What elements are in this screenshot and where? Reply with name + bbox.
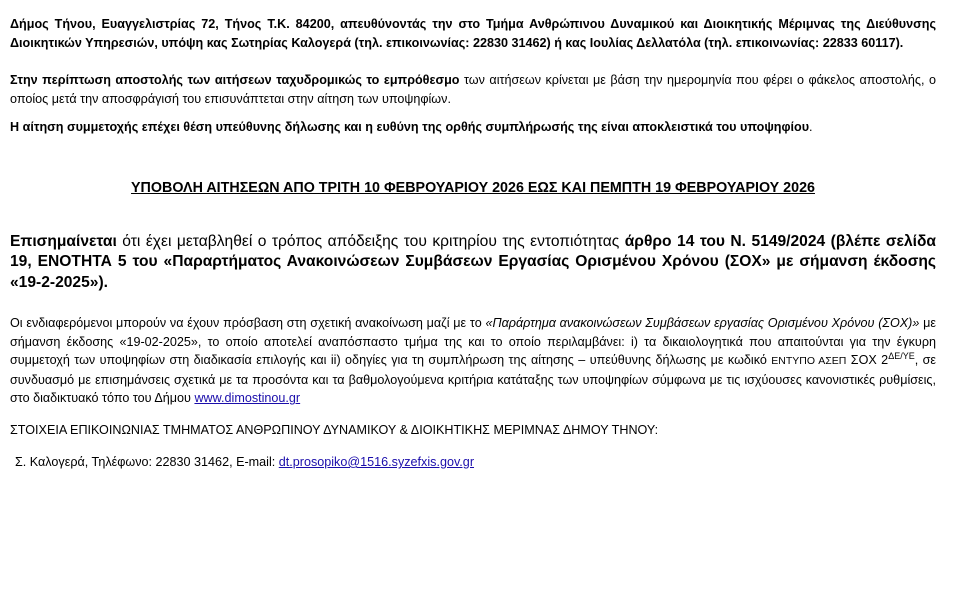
notice-bold-lead: Επισημαίνεται: [10, 232, 117, 250]
notice-paragraph: [10, 232, 936, 294]
notice-text: ότι έχει μεταβληθεί ο τρόπος απόδειξης του κριτηρίου της εντοπιότητας: [116, 232, 625, 250]
declaration-paragraph: [10, 118, 936, 137]
form-code-superscript: ΔΕ/ΥΕ: [888, 351, 915, 361]
declaration-text: .: [809, 120, 813, 134]
postal-text: των αιτήσεων κρίνεται με βάση την ημερομηνία που φέρει ο φάκελος αποστολής, ο οποίος μετά την αποσφράγισή του επισυνάπτεται στην αίτηση των υποψηφίων.: [10, 73, 936, 106]
contact-line: [10, 453, 936, 471]
annex-title: «Παράρτημα ανακοινώσεων Συμβάσεων εργασίας Ορισμένου Χρόνου (ΣΟΧ)»: [485, 316, 920, 330]
municipality-website-link[interactable]: www.dimostinou.gr: [194, 391, 301, 406]
access-text-1: Οι ενδιαφερόμενοι μπορούν να έχουν πρόσβαση στη σχετική ανακοίνωση μαζί με το: [10, 316, 486, 330]
declaration-bold-text: Η αίτηση συμμετοχής επέχει θέση υπεύθυνης δήλωσης και η ευθύνη της ορθής συμπλήρωσής της είναι αποκλειστικά του υποψηφίου: [10, 120, 810, 134]
form-code-small: ΕΝΤΥΠΟ ΑΣΕΠ: [771, 355, 847, 368]
access-text-2: με σήμανση έκδοσης «19-02-2025», το οποίο αποτελεί αναπόσπαστο τμήμα της και το οποίο περιλαμβάνει: i) τα δικαιολογητικά που απαιτούνται για την έγκυρη συμμετοχή των υποψηφίων στη διαδικασία επιλογής και ii) οδηγίες για τη συμπλήρωση της αίτησης – υπεύθυνης δήλωσης με κωδικό: [10, 316, 937, 368]
address-paragraph: Δήμος Τήνου, Ευαγγελιστρίας 72, Τήνος Τ.Κ. 84200, απευθύνοντάς την στο Τμήμα Ανθρώπινου Δυναμικού και Διοικητικής Μέριμνας της Διεύθυνσης Διοικητικών Υπηρεσιών, υπόψη κας Σωτηρίας Καλογερά (τηλ. επικοινωνίας: 22830 31462) ή κας Ιουλίας Δελλατόλα (τηλ. επικοινωνίας: 22833 60117).: [10, 17, 936, 50]
postal-bold-text: Στην περίπτωση αποστολής των αιτήσεων ταχυδρομικώς το εμπρόθεσμο: [10, 73, 460, 87]
access-text-4: , σε συνδυασμό με επισημάνσεις σχετικά με τα προσόντα και τα βαθμολογούμενα κριτήρια κατάταξης των υποψηφίων σύμφωνα με τις ισχύουσες κανονιστικές ρυθμίσεις, στο διαδικτυακό τόπο του Δήμου: [10, 353, 937, 406]
contact-text: Σ. Καλογερά, Τηλέφωνο: 22830 31462, E-mail:: [15, 454, 279, 469]
notice-bold-reference: άρθρο 14 του Ν. 5149/2024 (βλέπε σελίδα 19, ΕΝΟΤΗΤΑ 5 του «Παραρτήματος Ανακοινώσεων Συμβάσεων Εργασίας Ορισμένου Χρόνου (ΣΟΧ» με σήμανση έκδοσης «19-2-2025»).: [10, 232, 936, 291]
contact-heading: ΣΤΟΙΧΕΙΑ ΕΠΙΚΟΙΝΩΝΙΑΣ ΤΜΗΜΑΤΟΣ ΑΝΘΡΩΠΙΝΟΥ ΔΥΝΑΜΙΚΟΥ & ΔΙΟΙΚΗΤΙΚΗΣ ΜΕΡΙΜΝΑΣ ΔΗΜΟΥ ΤΗΝΟΥ:: [10, 422, 659, 437]
access-text-3: ΣΟΧ 2: [846, 353, 889, 368]
contact-email-link[interactable]: dt.prosopiko@1516.syzefxis.gov.gr: [278, 454, 475, 469]
postal-paragraph: [10, 71, 936, 108]
submission-period-heading: ΥΠΟΒΟΛΗ ΑΙΤΗΣΕΩΝ ΑΠΟ ΤΡΙΤΗ 10 ΦΕΒΡΟΥΑΡΙΟΥ 2026 ΕΩΣ ΚΑΙ ΠΕΜΠΤΗ 19 ΦΕΒΡΟΥΑΡΙΟΥ 2026: [131, 179, 815, 196]
access-paragraph: [10, 314, 936, 408]
